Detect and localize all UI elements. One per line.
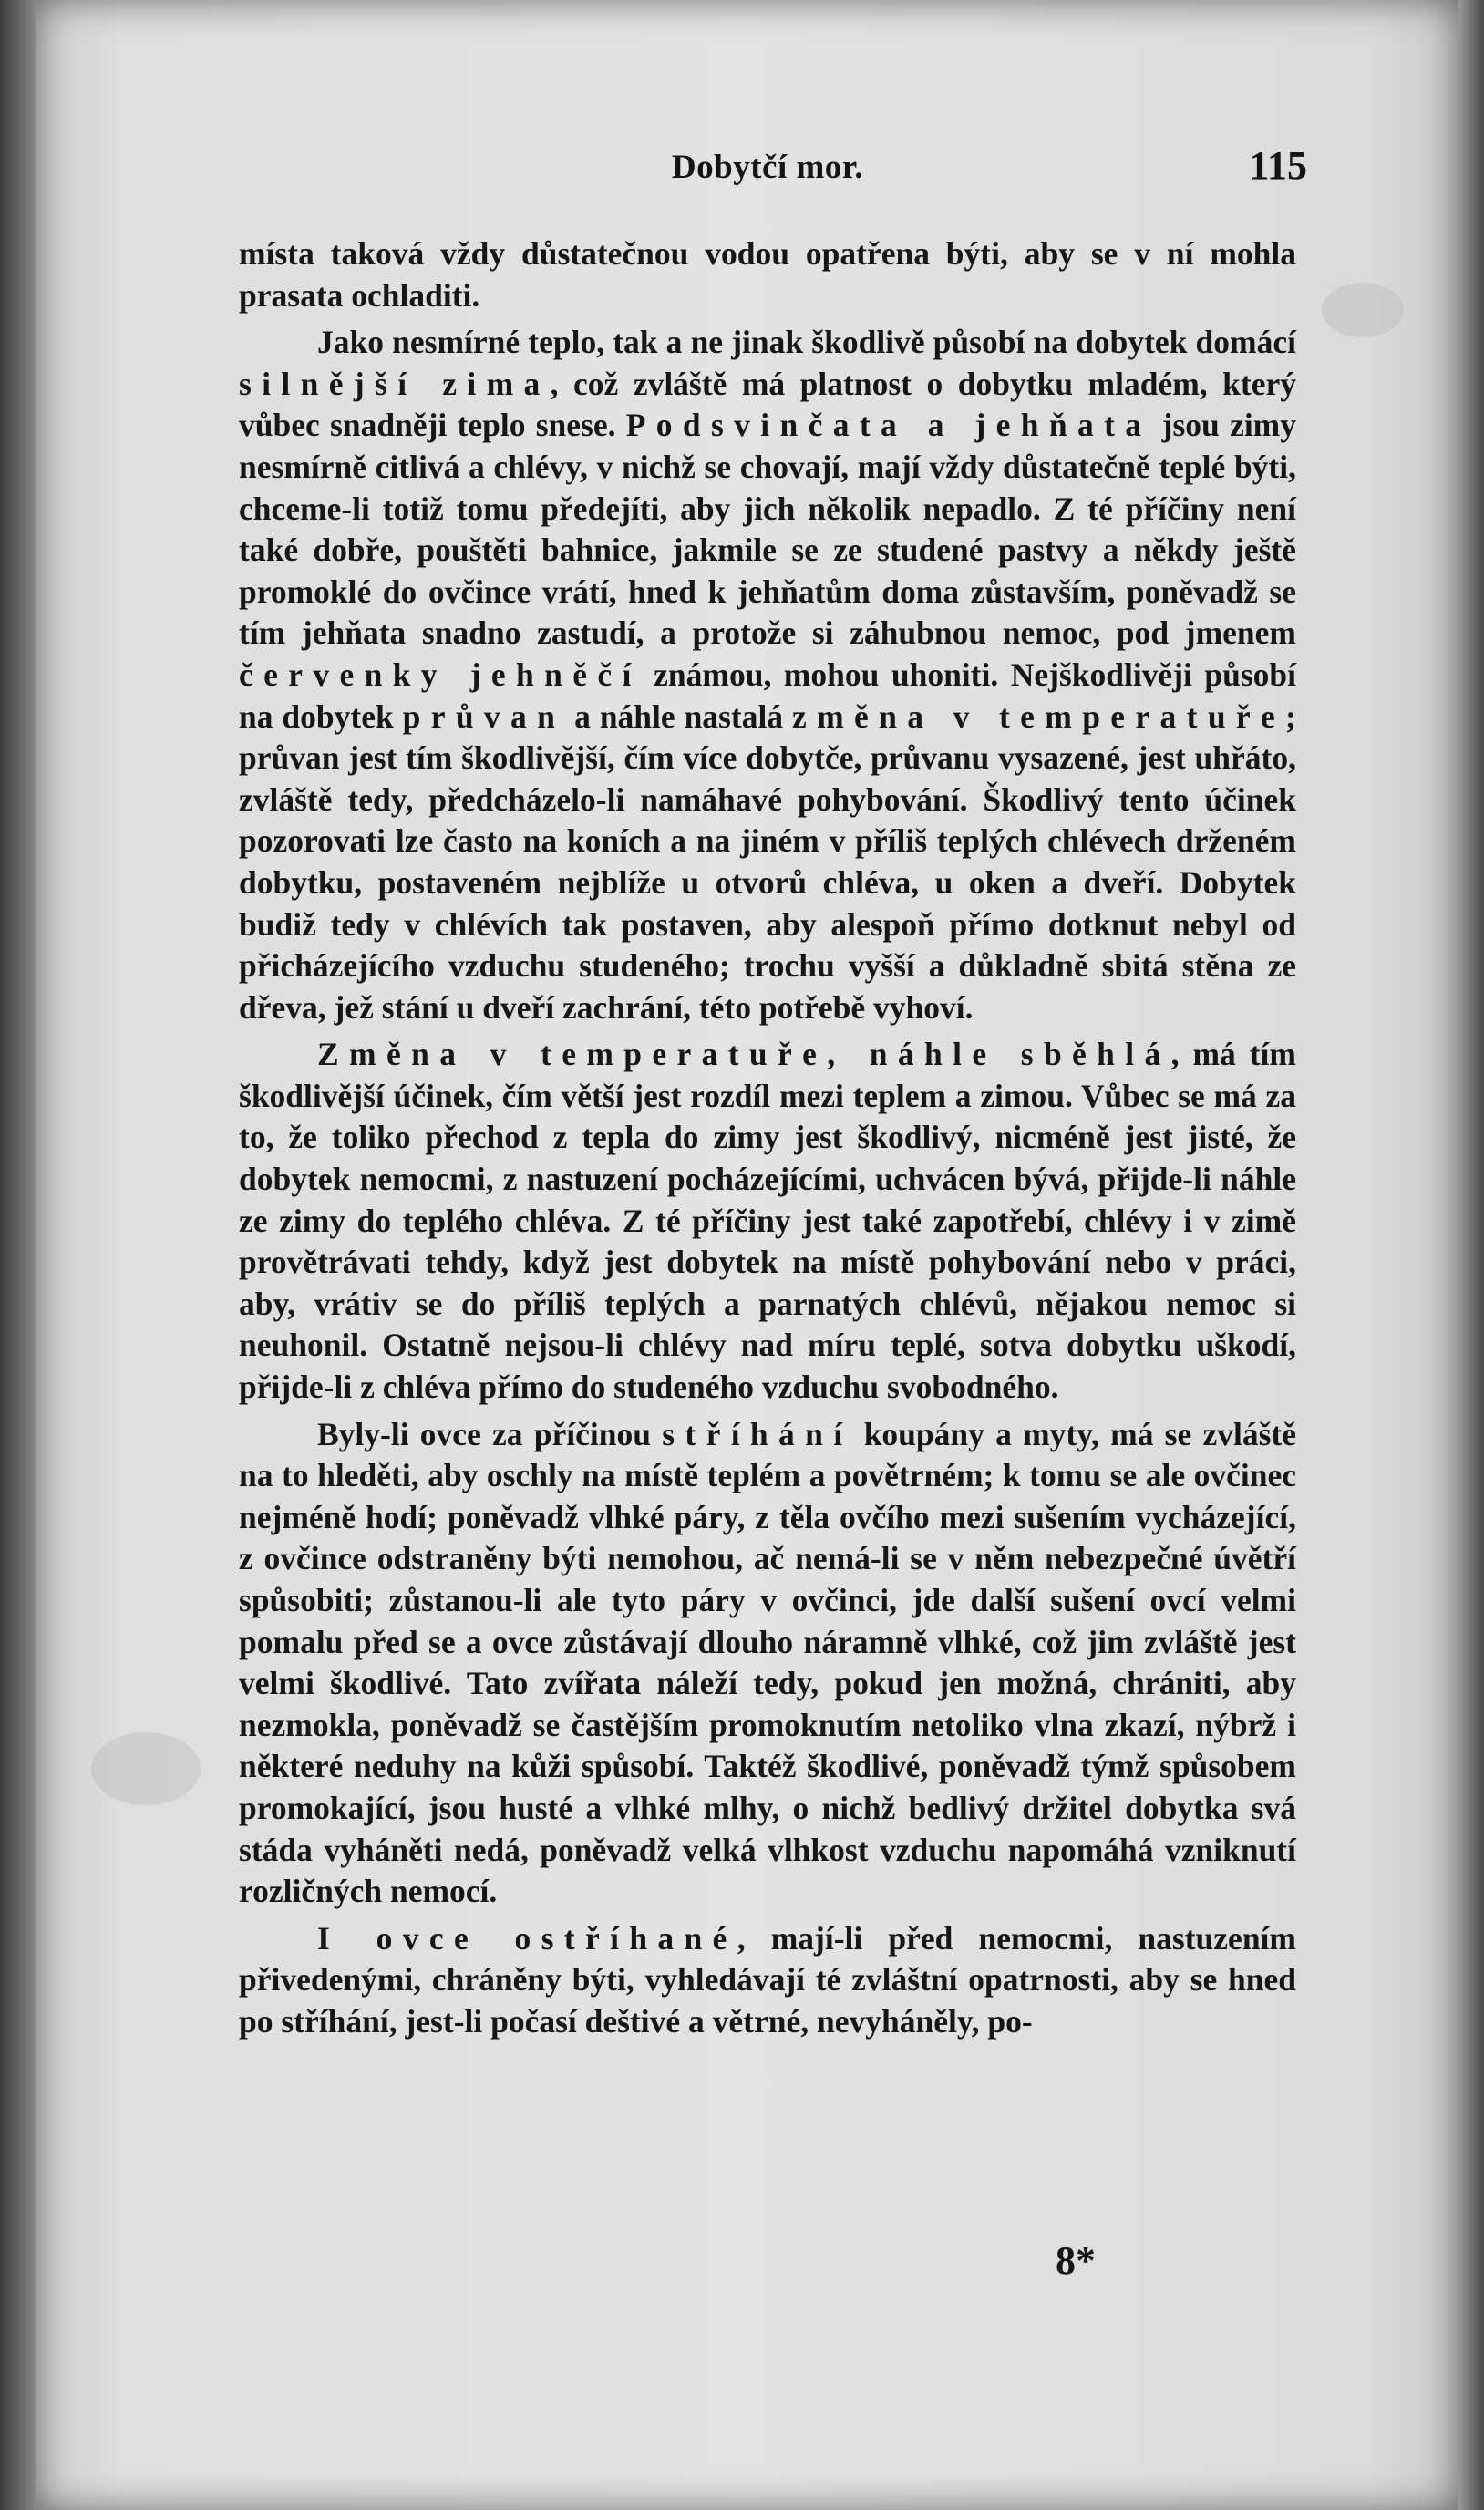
book-page <box>36 0 1458 2510</box>
paragraph <box>239 322 1296 1028</box>
text-segment: , což zvláště má platnost o dobytku mladém, který vůbec snadněji teplo snese. <box>239 365 1296 444</box>
text-segment: , mají-li před nemocmi, nastuzením přivedenými, chráněny býti, vyhledávají té zvláštní opatrnosti, aby se hned po stříhání, jest-li počasí deštivé a větrné, nevyháněly, po- <box>239 1919 1296 2040</box>
spaced-emphasis: změna v temperatuře <box>791 697 1286 735</box>
body-text <box>239 233 1296 2043</box>
paragraph <box>239 233 1296 316</box>
text-segment: a náhle nastalá <box>565 697 792 735</box>
paper-stain <box>91 1732 201 1805</box>
spaced-emphasis: průvan <box>402 697 566 735</box>
paper-stain <box>1322 283 1404 337</box>
signature-mark: 8* <box>1056 2238 1096 2283</box>
text-segment: Byly-li ovce za příčinou <box>317 1415 663 1452</box>
text-segment: známou, mohou uhoniti. Nejškodlivěji působí na dobytek <box>239 656 1297 735</box>
scan-edge-left <box>0 0 36 2510</box>
text-segment: ; průvan jest tím škodlivější, čím více dobytče, průvanu vysazené, jest uhřáto, zvláště tedy, předcházelo-li namáhavé pohybování. Škodlivý tento účinek pozorovati lze často na koních a na jiném v příliš teplých chlévech drženém dobytku, postaveném nejblíže u otvorů chléva, u oken a dveří. Dobytek budiž tedy v chlévích tak postaven, aby alespoň přímo dotknut nebyl od přicházejícího vzduchu studeného; trochu vyšší a důkladně sbitá stěna ze dřeva, jež stání u dveří zachrání, této potřebě vyhoví. <box>239 697 1296 1026</box>
text-segment: , má tím škodlivější účinek, čím větší jest rozdíl mezi teplem a zimou. Vůbec se má za to, že toliko přechod z tepla do zimy jest škodlivý, nicméně jest jisté, že dobytek nemocmi, z nastuzení pocházejícími, uchvácen bývá, přijde-li náhle ze zimy do teplého chléva. Z té příčiny jest také zapotřebí, chlévy i v zimě provětrávati tehdy, když jest dobytek na místě pohybování nebo v práci, aby, vrátiv se do příliš teplých a parnatých chlévů, nějakou nemoc si neuhonil. Ostatně nejsou-li chlévy nad míru teplé, sotva dobytku uškodí, přijde-li z chléva přímo do studeného vzduchu svobodného. <box>239 1036 1296 1406</box>
paragraph <box>239 1918 1296 2043</box>
page-number: 115 <box>1249 143 1307 188</box>
spaced-emphasis: silnější zima <box>239 365 551 402</box>
running-title: Dobytčí mor. <box>671 149 864 186</box>
text-segment: místa taková vždy důstatečnou vodou opatřena býti, aby se v ní mohla prasata ochladiti. <box>239 235 1296 314</box>
paragraph <box>239 1414 1296 1913</box>
scan-edge-right <box>1458 0 1484 2510</box>
spaced-emphasis: I ovce ostříhané <box>317 1919 737 1957</box>
spaced-emphasis: stříhání <box>662 1415 853 1452</box>
spaced-emphasis: Změna v temperatuře, náhle sběhlá <box>317 1036 1171 1073</box>
page-header <box>239 143 1307 202</box>
text-segment: jsou zimy nesmírně citlivá a chlévy, v nichž se chovají, mají vždy důstatečně teplé býti, chceme-li totiž tomu předejíti, aby jich několik nepadlo. Z té příčiny není také dobře, pouštěti bahnice, jakmile se ze studené pastvy a někdy ještě promoklé do ovčince vrátí, hned k jehňatům doma zůstavším, poněvadž se tím jehňata snadno zastudí, a protože si záhubnou nemoc, pod jmenem <box>239 407 1297 652</box>
spaced-emphasis: červenky jehněčí <box>239 656 642 693</box>
text-segment: koupány a myty, má se zvláště na to hleděti, aby oschly na místě teplém a povětrném; k tomu se ale ovčinec nejméně hodí; poněvadž vlhké páry, z těla ovčího mezi sušením vycházející, z ovčince odstraněny býti nemohou, ač nemá-li se v něm nebezpečné úvětří spůsobiti; zůstanou-li ale tyto páry v ovčinci, jde další sušení ovcí velmi pomalu před se a ovce zůstávají dlouho náramně vlhké, což jim zvláště jest velmi škodlivé. Tato zvířata náleží tedy, pokud jen možná, chrániti, aby nezmokla, poněvadž se častějším promoknutím netoliko vlna zkazí, nýbrž i některé neduhy na kůži spůsobí. Taktéž škodlivé, poněvadž týmž spůsobem promokající, jsou husté a vlhké mlhy, o nichž bedlivý držitel dobytka svá stáda vyháněti nedá, poněvadž velká vlhkost vzduchu napomáhá vzniknutí rozličných nemocí. <box>239 1415 1296 1910</box>
text-segment: Jako nesmírné teplo, tak a ne jinak škodlivě působí na dobytek domácí <box>317 324 1296 361</box>
paragraph <box>239 1034 1296 1408</box>
spaced-emphasis: Podsvinčata a jehňata <box>625 407 1152 444</box>
